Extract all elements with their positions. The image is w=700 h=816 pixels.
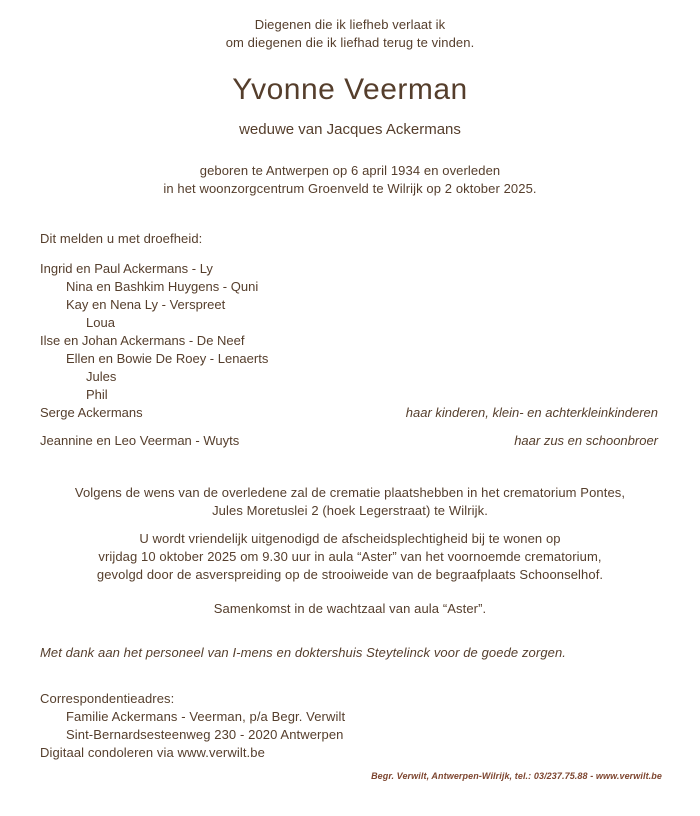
family-relation-annotation: haar kinderen, klein- en achterkleinkinderen bbox=[405, 405, 658, 420]
family-list bbox=[40, 260, 658, 450]
invitation-line-2: vrijdag 10 oktober 2025 om 9.30 uur in aula “Aster” van het voornoemde crematorium, bbox=[98, 549, 602, 564]
family-member-name: Ellen en Bowie De Roey - Lenaerts bbox=[66, 351, 269, 366]
correspondence-address: Sint-Bernardsesteenweg 230 - 2020 Antwerpen bbox=[66, 727, 344, 742]
life-dates bbox=[0, 162, 700, 198]
family-row bbox=[40, 296, 658, 314]
family-row bbox=[40, 350, 658, 368]
epigraph-line-1: Diegenen die ik liefheb verlaat ik bbox=[254, 17, 446, 32]
cremation-line-2: Jules Moretuslei 2 (hoek Legerstraat) te Wilrijk. bbox=[212, 503, 488, 518]
family-member-name: Kay en Nena Ly - Verspreet bbox=[66, 297, 226, 312]
family-relation-annotation: haar zus en schoonbroer bbox=[514, 433, 658, 448]
family-row bbox=[40, 404, 658, 422]
correspondence-family: Familie Ackermans - Veerman, p/a Begr. Verwilt bbox=[66, 709, 346, 724]
deceased-relation: weduwe van Jacques Ackermans bbox=[239, 121, 461, 138]
life-dates-line-1: geboren te Antwerpen op 6 april 1934 en overleden bbox=[199, 163, 501, 178]
correspondence-label: Correspondentieadres: bbox=[40, 691, 175, 706]
invitation-line-1: U wordt vriendelijk uitgenodigd de afscheidsplechtigheid bij te wonen op bbox=[139, 531, 561, 546]
undertaker-footer: Begr. Verwilt, Antwerpen-Wilrijk, tel.: 03/237.75.88 - www.verwilt.be bbox=[371, 771, 662, 781]
family-member-name: Jeannine en Leo Veerman - Wuyts bbox=[40, 433, 240, 448]
family-member-name: Loua bbox=[86, 315, 115, 330]
family-list-spacer bbox=[40, 422, 658, 432]
digital-condolences-note: Digitaal condoleren via www.verwilt.be bbox=[40, 745, 265, 760]
family-member-name: Jules bbox=[86, 369, 117, 384]
family-row bbox=[40, 332, 658, 350]
family-row bbox=[40, 260, 658, 278]
cremation-notice bbox=[0, 484, 700, 520]
family-row bbox=[40, 278, 658, 296]
epigraph bbox=[0, 16, 700, 52]
family-member-name: Nina en Bashkim Huygens - Quni bbox=[66, 279, 259, 294]
family-row bbox=[40, 314, 658, 332]
correspondence-section bbox=[40, 690, 700, 762]
announcement-intro: Dit melden u met droefheid: bbox=[40, 231, 203, 246]
deceased-name: Yvonne Veerman bbox=[232, 73, 468, 106]
epigraph-line-2: om diegenen die ik liefhad terug te vinden. bbox=[225, 35, 475, 50]
family-member-name: Serge Ackermans bbox=[40, 405, 143, 420]
invitation-line-3: gevolgd door de asverspreiding op de strooiweide van de begraafplaats Schoonselhof. bbox=[96, 567, 604, 582]
family-member-name: Ingrid en Paul Ackermans - Ly bbox=[40, 261, 213, 276]
family-member-name: Phil bbox=[86, 387, 108, 402]
family-member-name: Ilse en Johan Ackermans - De Neef bbox=[40, 333, 245, 348]
cremation-line-1: Volgens de wens van de overledene zal de crematie plaatshebben in het crematorium Pontes, bbox=[74, 485, 626, 500]
family-row bbox=[40, 368, 658, 386]
family-row bbox=[40, 432, 658, 450]
life-dates-line-2: in het woonzorgcentrum Groenveld te Wilrijk op 2 oktober 2025. bbox=[163, 181, 537, 196]
family-row bbox=[40, 386, 658, 404]
funeral-announcement-document bbox=[0, 16, 700, 816]
thanks-note: Met dank aan het personeel van I-mens en doktershuis Steytelinck voor de goede zorgen. bbox=[40, 645, 567, 660]
invitation-notice bbox=[0, 530, 700, 584]
gathering-notice: Samenkomst in de wachtzaal van aula “Aster”. bbox=[213, 601, 487, 616]
